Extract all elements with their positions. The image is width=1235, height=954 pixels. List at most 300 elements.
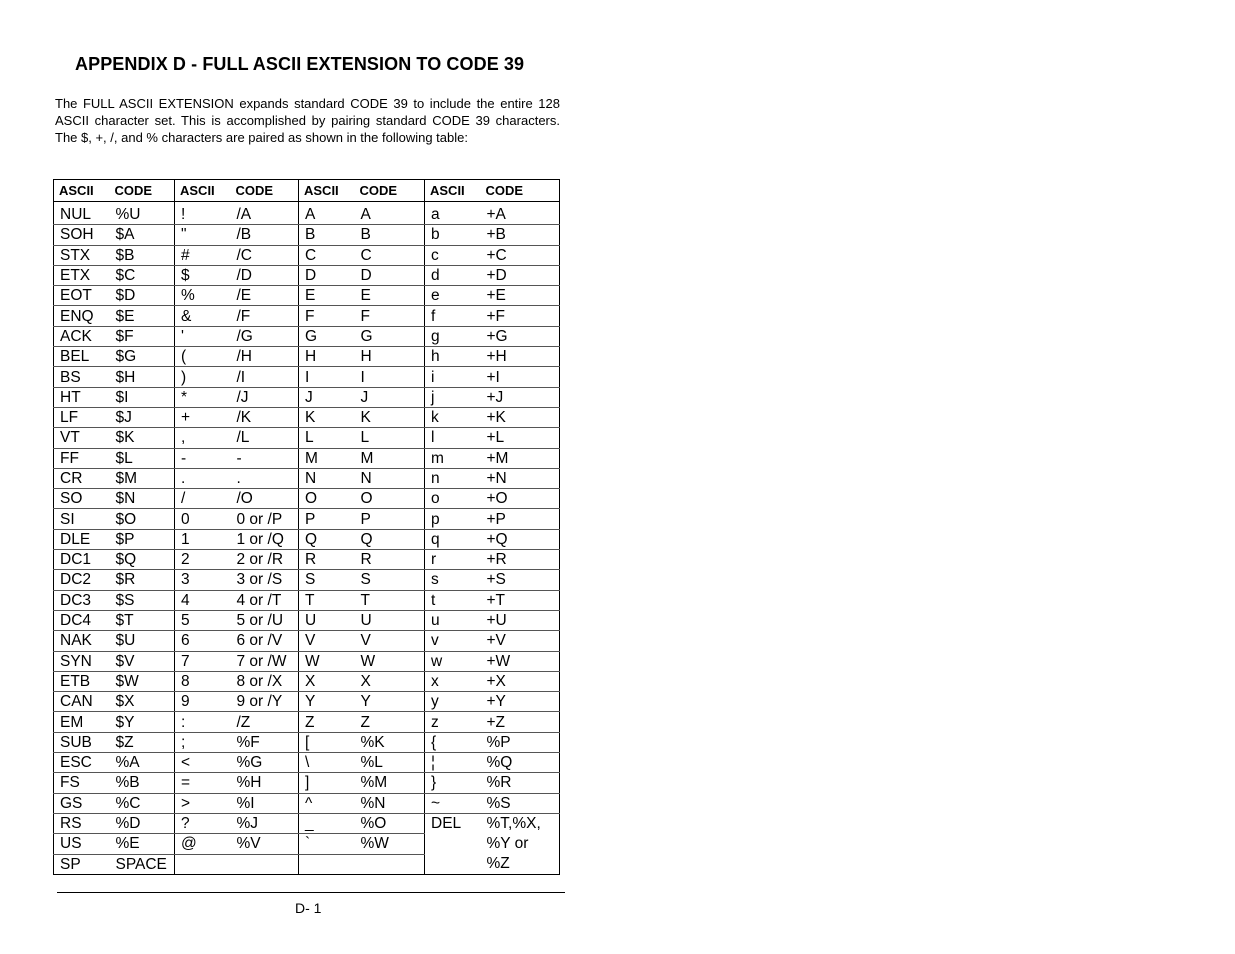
ascii-cell: LF [54,407,110,427]
table-row [54,692,560,712]
ascii-cell: q [425,529,481,549]
code-cell: $V [110,651,175,671]
code-cell: %S [481,793,560,813]
column-header-code: CODE [110,180,175,202]
ascii-cell: Z [299,712,355,732]
code-cell: +W [481,651,560,671]
table-row [54,712,560,732]
code-cell: $O [110,509,175,529]
table-row [54,326,560,346]
code-cell: %C [110,793,175,813]
ascii-cell: SUB [54,732,110,752]
code-cell: $M [110,468,175,488]
code-cell: +E [481,286,560,306]
ascii-cell: ) [175,367,231,387]
ascii-cell: O [299,489,355,509]
ascii-cell: W [299,651,355,671]
table-row [54,773,560,793]
ascii-cell: j [425,387,481,407]
ascii-cell: ETX [54,265,110,285]
ascii-cell: { [425,732,481,752]
table-body [54,202,560,875]
ascii-cell: ( [175,347,231,367]
ascii-cell: w [425,651,481,671]
code-cell: $P [110,529,175,549]
code-cell: $U [110,631,175,651]
table-row [54,468,560,488]
code-cell: $W [110,671,175,691]
code-cell: $Z [110,732,175,752]
table-row [54,651,560,671]
code-cell: S [355,570,425,590]
ascii-cell: ~ [425,793,481,813]
code-cell: /A [231,205,299,225]
ascii-cell: CR [54,468,110,488]
code-cell: R [355,550,425,570]
ascii-cell: ESC [54,753,110,773]
code-cell: %K [355,732,425,752]
ascii-cell: NAK [54,631,110,651]
ascii-cell: % [175,286,231,306]
table-row [54,509,560,529]
code-cell: +T [481,590,560,610]
code-cell: +Q [481,529,560,549]
ascii-cell: 2 [175,550,231,570]
ascii-cell: b [425,225,481,245]
table-row [54,590,560,610]
code-cell: %D [110,813,175,833]
ascii-cell: STX [54,245,110,265]
code-cell: /C [231,245,299,265]
ascii-cell: ? [175,813,231,833]
ascii-cell: I [299,367,355,387]
ascii-cell: z [425,712,481,732]
code-cell: /K [231,407,299,427]
ascii-cell: J [299,387,355,407]
table-row [54,834,560,854]
ascii-cell: G [299,326,355,346]
code-cell: $Y [110,712,175,732]
ascii-cell: @ [175,834,231,854]
ascii-cell: H [299,347,355,367]
code-cell: D [355,265,425,285]
code-cell: +R [481,550,560,570]
code-cell: %P [481,732,560,752]
table-row [54,793,560,813]
ascii-cell: DC1 [54,550,110,570]
ascii-cell: A [299,205,355,225]
table-row [54,550,560,570]
ascii-cell: n [425,468,481,488]
table-row [54,671,560,691]
ascii-cell: m [425,448,481,468]
code-cell: $N [110,489,175,509]
code-cell: +Z [481,712,560,732]
ascii-code39-table [53,179,560,875]
code-cell: C [355,245,425,265]
code-cell: H [355,347,425,367]
code-cell: I [355,367,425,387]
ascii-cell: } [425,773,481,793]
ascii-cell: GS [54,793,110,813]
code-cell: $B [110,245,175,265]
ascii-cell: DC4 [54,610,110,630]
table-row [54,631,560,651]
ascii-cell: ETB [54,671,110,691]
table-row [54,245,560,265]
code-cell: +D [481,265,560,285]
table-row [54,225,560,245]
ascii-cell: DC3 [54,590,110,610]
ascii-cell: 4 [175,590,231,610]
ascii-cell: y [425,692,481,712]
ascii-cell: f [425,306,481,326]
ascii-cell: FF [54,448,110,468]
ascii-cell: FS [54,773,110,793]
table-row [54,489,560,509]
code-cell: O [355,489,425,509]
code-cell: 6 or /V [231,631,299,651]
column-header-ascii: ASCII [299,180,355,202]
table-row [54,732,560,752]
ascii-cell: Q [299,529,355,549]
ascii-cell: = [175,773,231,793]
column-header-code: CODE [231,180,299,202]
ascii-cell: d [425,265,481,285]
ascii-cell: + [175,407,231,427]
ascii-cell: C [299,245,355,265]
code-cell [231,854,299,874]
table-row [54,753,560,773]
code-cell: $A [110,225,175,245]
code-cell: 1 or /Q [231,529,299,549]
code-cell: 3 or /S [231,570,299,590]
ascii-cell: DEL [425,813,481,833]
ascii-cell: 0 [175,509,231,529]
code-cell: %F [231,732,299,752]
code-cell: - [231,448,299,468]
code-cell: V [355,631,425,651]
code-cell: L [355,428,425,448]
code-cell: %R [481,773,560,793]
code-cell: +A [481,205,560,225]
code-cell: B [355,225,425,245]
code-cell: %I [231,793,299,813]
ascii-cell: ; [175,732,231,752]
ascii-cell: ^ [299,793,355,813]
code-cell: $J [110,407,175,427]
ascii-cell: . [175,468,231,488]
ascii-cell: K [299,407,355,427]
ascii-cell: L [299,428,355,448]
table-row [54,813,560,833]
table-row [54,448,560,468]
column-header-code: CODE [481,180,560,202]
ascii-cell: S [299,570,355,590]
ascii-cell: 9 [175,692,231,712]
code-cell: %A [110,753,175,773]
ascii-cell: SI [54,509,110,529]
ascii-cell: F [299,306,355,326]
code-cell: %Q [481,753,560,773]
code-cell: $K [110,428,175,448]
ascii-cell: SP [54,854,110,874]
ascii-cell: < [175,753,231,773]
ascii-cell: s [425,570,481,590]
code-cell: +X [481,671,560,691]
ascii-cell: DLE [54,529,110,549]
table-row [54,570,560,590]
code-cell: +N [481,468,560,488]
code-cell: +Y [481,692,560,712]
ascii-cell: V [299,631,355,651]
ascii-cell: \ [299,753,355,773]
ascii-cell: 6 [175,631,231,651]
ascii-cell: g [425,326,481,346]
column-header-ascii: ASCII [175,180,231,202]
code-cell: 8 or /X [231,671,299,691]
code-cell: 4 or /T [231,590,299,610]
code-cell: 7 or /W [231,651,299,671]
ascii-cell: a [425,205,481,225]
code-cell: X [355,671,425,691]
table-row [54,347,560,367]
code-cell: /O [231,489,299,509]
ascii-cell: SO [54,489,110,509]
code-cell: /E [231,286,299,306]
code-cell: 5 or /U [231,610,299,630]
code-cell: %M [355,773,425,793]
code-cell: %Y or [481,834,560,854]
ascii-cell: BS [54,367,110,387]
code-cell: /Z [231,712,299,732]
ascii-cell: $ [175,265,231,285]
table-row [54,529,560,549]
code-cell: +M [481,448,560,468]
ascii-cell: 8 [175,671,231,691]
ascii-cell: i [425,367,481,387]
code-cell: $I [110,387,175,407]
table-row [54,407,560,427]
ascii-cell: * [175,387,231,407]
code-cell: SPACE [110,854,175,874]
ascii-cell: ' [175,326,231,346]
code-cell: +B [481,225,560,245]
ascii-cell: N [299,468,355,488]
ascii-cell: U [299,610,355,630]
code-cell: $C [110,265,175,285]
ascii-cell: ACK [54,326,110,346]
ascii-cell: Y [299,692,355,712]
table-row [54,428,560,448]
ascii-cell: T [299,590,355,610]
code-cell: 2 or /R [231,550,299,570]
code-cell: 9 or /Y [231,692,299,712]
code-cell: /D [231,265,299,285]
code-cell: %G [231,753,299,773]
ascii-cell: X [299,671,355,691]
code-cell: T [355,590,425,610]
code-cell: +P [481,509,560,529]
ascii-cell: CAN [54,692,110,712]
ascii-cell: , [175,428,231,448]
ascii-cell: l [425,428,481,448]
code-cell: +G [481,326,560,346]
ascii-cell: NUL [54,205,110,225]
ascii-cell: ` [299,834,355,854]
ascii-cell: SYN [54,651,110,671]
code-cell: +S [481,570,560,590]
ascii-cell: 3 [175,570,231,590]
code-cell: +L [481,428,560,448]
code-cell: /G [231,326,299,346]
ascii-cell: : [175,712,231,732]
code-cell: $G [110,347,175,367]
page-title: APPENDIX D - FULL ASCII EXTENSION TO CODE 39 [75,54,525,74]
table-row [54,306,560,326]
table-row [54,205,560,225]
ascii-cell: ¦ [425,753,481,773]
code-cell: +I [481,367,560,387]
code-cell: %L [355,753,425,773]
code-cell: %W [355,834,425,854]
ascii-cell: t [425,590,481,610]
column-header-ascii: ASCII [425,180,481,202]
ascii-cell: - [175,448,231,468]
ascii-cell: M [299,448,355,468]
code-cell: +U [481,610,560,630]
code-cell: +K [481,407,560,427]
code-cell: /L [231,428,299,448]
ascii-cell: R [299,550,355,570]
code-cell: $H [110,367,175,387]
code-cell: %J [231,813,299,833]
intro-paragraph: The FULL ASCII EXTENSION expands standard CODE 39 to include the entire 128 ASCII character set. This is accomplished by pairing standard CODE 39 characters. The $, +, /, and % characters are paired as shown in the following table: [55,96,560,145]
table-row [54,367,560,387]
code-cell: $T [110,610,175,630]
ascii-cell: RS [54,813,110,833]
code-cell: +H [481,347,560,367]
code-cell: /B [231,225,299,245]
ascii-cell: HT [54,387,110,407]
ascii-cell: 1 [175,529,231,549]
ascii-cell: e [425,286,481,306]
ascii-cell: > [175,793,231,813]
table-row [54,610,560,630]
code-cell: %T,%X, [481,813,560,833]
code-cell: +O [481,489,560,509]
code-cell: $X [110,692,175,712]
code-cell: %U [110,205,175,225]
code-cell: Y [355,692,425,712]
ascii-cell: ] [299,773,355,793]
ascii-cell: 5 [175,610,231,630]
code-cell: /H [231,347,299,367]
ascii-cell: ! [175,205,231,225]
code-cell: %V [231,834,299,854]
column-header-code: CODE [355,180,425,202]
code-cell [355,854,425,874]
page-number: D- 1 [295,900,322,916]
code-cell: W [355,651,425,671]
ascii-cell: p [425,509,481,529]
table-row [54,265,560,285]
ascii-cell: D [299,265,355,285]
ascii-cell: EM [54,712,110,732]
table-row [54,854,560,874]
ascii-cell: DC2 [54,570,110,590]
ascii-cell: E [299,286,355,306]
table-header-row [54,180,560,202]
ascii-cell [425,854,481,874]
ascii-cell: # [175,245,231,265]
code-cell: P [355,509,425,529]
code-cell: %E [110,834,175,854]
code-cell: +V [481,631,560,651]
ascii-cell: x [425,671,481,691]
ascii-cell: 7 [175,651,231,671]
code-cell: M [355,448,425,468]
ascii-cell: [ [299,732,355,752]
ascii-cell: u [425,610,481,630]
ascii-cell: B [299,225,355,245]
ascii-cell: v [425,631,481,651]
code-cell: %N [355,793,425,813]
code-cell: /J [231,387,299,407]
ascii-cell [175,854,231,874]
code-cell: $E [110,306,175,326]
column-header-ascii: ASCII [54,180,110,202]
code-cell: %O [355,813,425,833]
code-cell: $R [110,570,175,590]
code-cell: +J [481,387,560,407]
code-cell: . [231,468,299,488]
code-cell: 0 or /P [231,509,299,529]
code-cell: $S [110,590,175,610]
ascii-cell: ENQ [54,306,110,326]
code-cell: U [355,610,425,630]
code-cell: %H [231,773,299,793]
ascii-cell [299,854,355,874]
ascii-cell: h [425,347,481,367]
code-cell: %B [110,773,175,793]
table-row [54,387,560,407]
table-row [54,286,560,306]
code-cell: F [355,306,425,326]
ascii-cell: & [175,306,231,326]
code-cell: $F [110,326,175,346]
code-cell: $Q [110,550,175,570]
code-cell: G [355,326,425,346]
ascii-cell: " [175,225,231,245]
ascii-cell: BEL [54,347,110,367]
code-cell: N [355,468,425,488]
ascii-cell: c [425,245,481,265]
code-cell: J [355,387,425,407]
code-cell: %Z [481,854,560,874]
code-cell: +F [481,306,560,326]
ascii-cell: VT [54,428,110,448]
ascii-cell [425,834,481,854]
footer-rule [57,892,565,893]
ascii-cell: o [425,489,481,509]
ascii-cell: _ [299,813,355,833]
code-cell: /F [231,306,299,326]
code-cell: /I [231,367,299,387]
code-cell: $D [110,286,175,306]
ascii-cell: k [425,407,481,427]
ascii-cell: SOH [54,225,110,245]
